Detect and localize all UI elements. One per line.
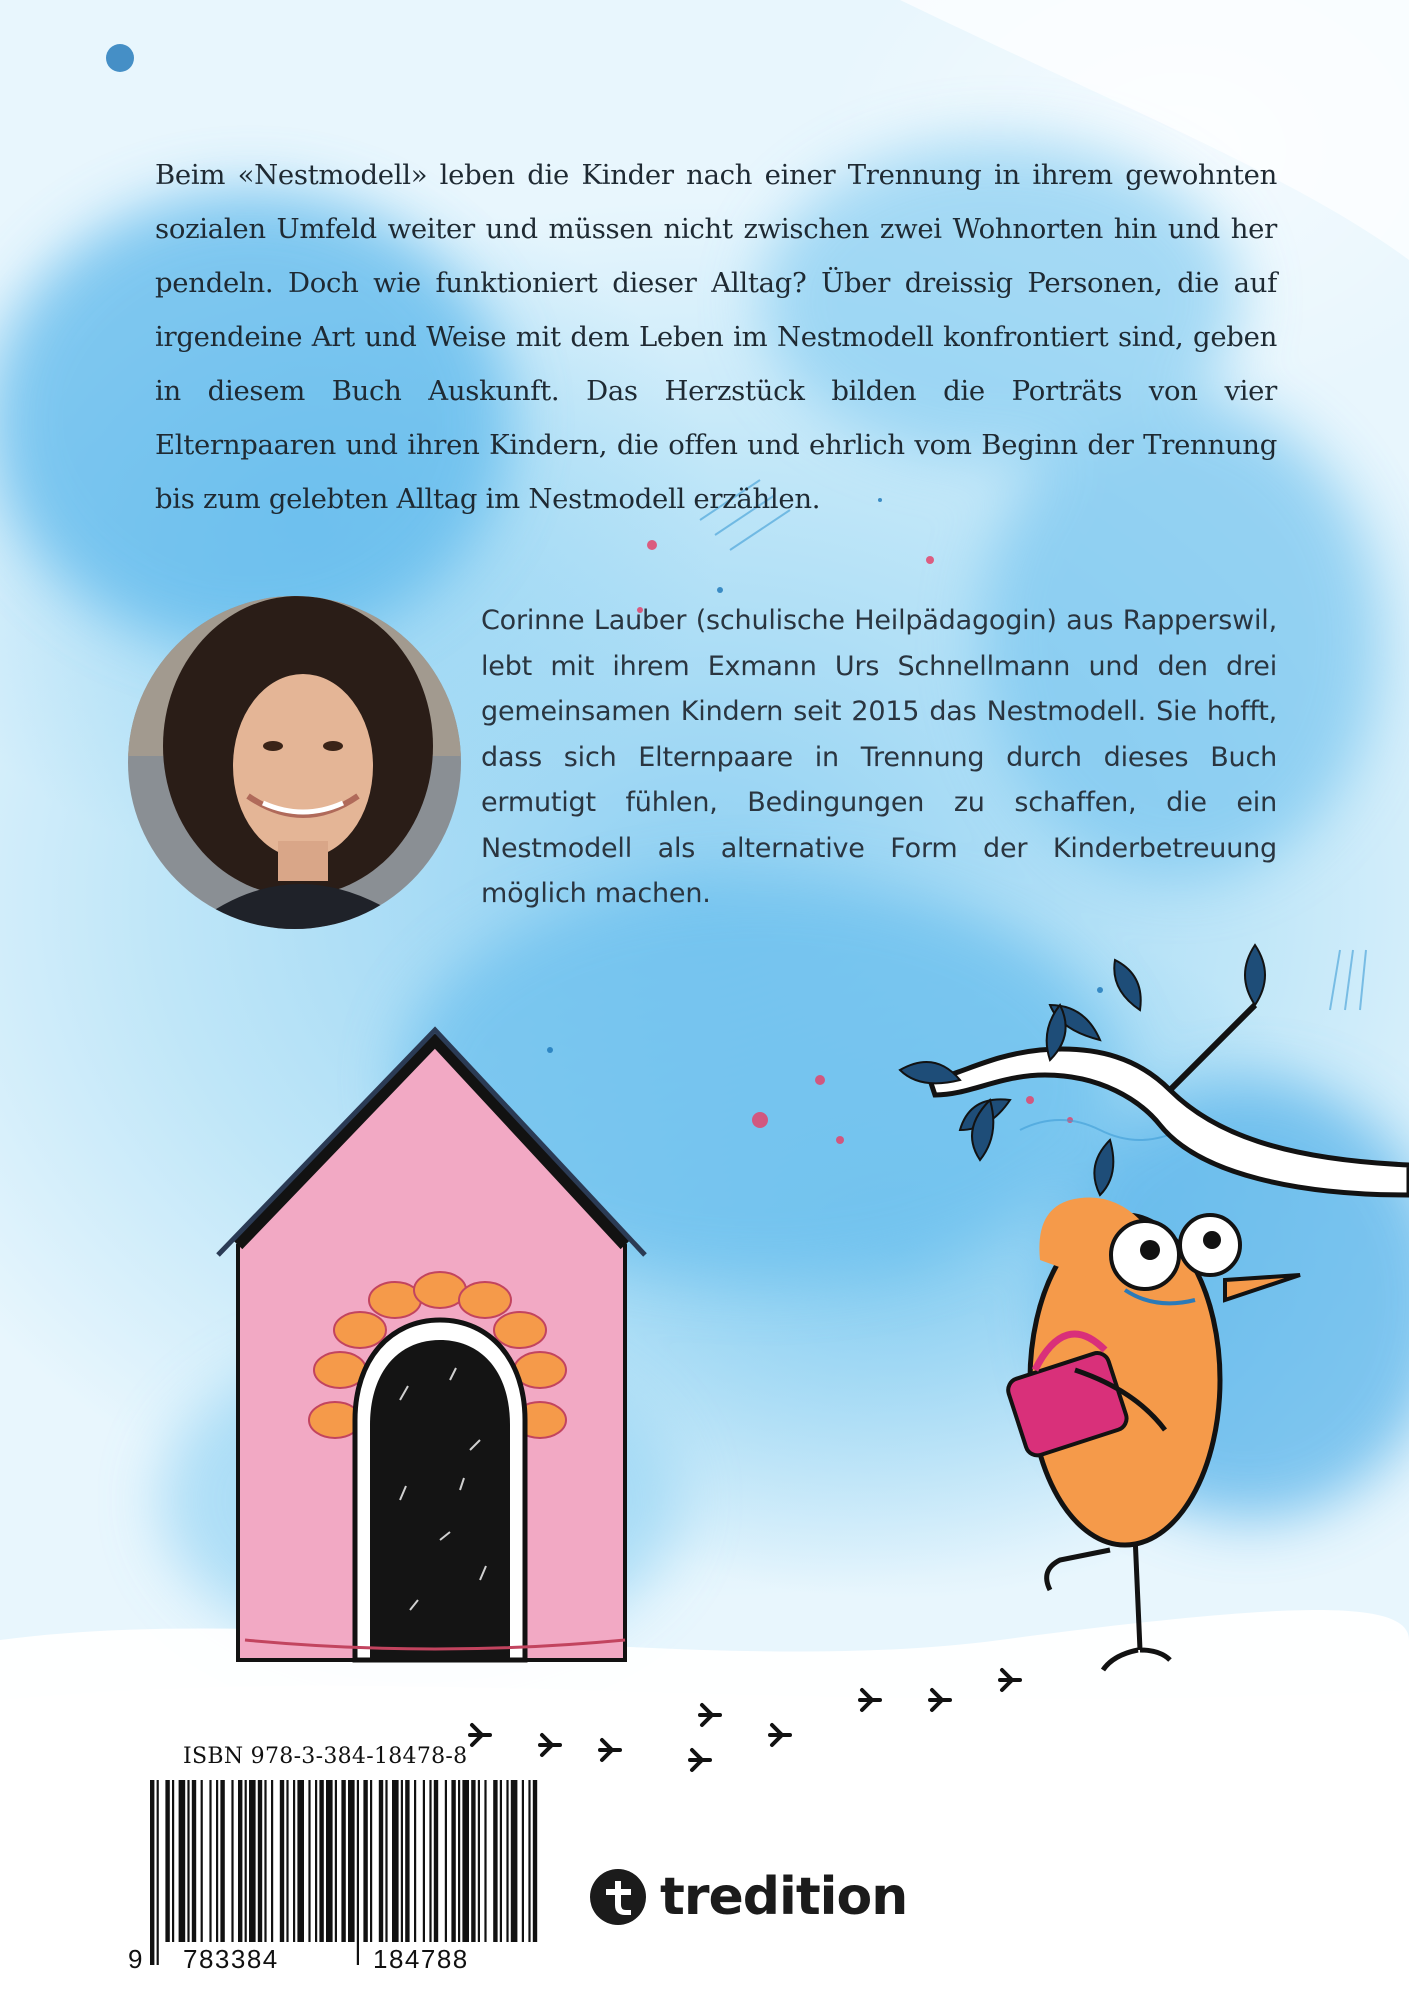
bird — [1005, 1198, 1300, 1671]
barcode-bar — [319, 1780, 323, 1942]
barcode-bar — [201, 1780, 203, 1942]
house — [218, 1030, 645, 1660]
barcode-bar — [308, 1780, 310, 1942]
footprints — [470, 1670, 1020, 1770]
isbn-label: ISBN 978-3-384-18478-8 — [183, 1744, 468, 1769]
barcode-bar — [335, 1780, 337, 1942]
barcode-bar — [231, 1780, 233, 1942]
barcode-bar — [357, 1780, 359, 1965]
barcode-bar — [238, 1780, 242, 1942]
barcode-bar — [297, 1780, 304, 1942]
barcode-bar — [511, 1780, 518, 1942]
barcode-bar — [150, 1780, 154, 1965]
barcode-bar — [216, 1780, 218, 1942]
barcode-bar — [423, 1780, 425, 1942]
barcode-bar — [471, 1780, 475, 1942]
barcode-bar — [258, 1780, 262, 1942]
barcode-bar — [478, 1780, 480, 1942]
publisher-mark — [590, 1862, 907, 1932]
barcode-bar — [348, 1780, 355, 1942]
barcode-bar — [414, 1780, 416, 1942]
barcode-bar — [280, 1780, 284, 1942]
barcode-bar — [392, 1780, 399, 1942]
barcode-bar — [187, 1780, 189, 1942]
barcode-bar — [458, 1780, 460, 1942]
barcode-digit-first: 9 — [128, 1944, 144, 1974]
barcode-bar — [370, 1780, 372, 1942]
tredition-logo-icon — [590, 1869, 646, 1925]
barcode-bar — [429, 1780, 431, 1942]
barcode-bar — [506, 1780, 508, 1942]
tree-branch — [900, 945, 1409, 1195]
barcode-bar — [451, 1780, 455, 1942]
barcode-bar — [286, 1780, 288, 1942]
barcode-bar — [249, 1780, 256, 1942]
barcode-bar — [293, 1780, 295, 1942]
barcode-bar — [379, 1780, 383, 1942]
barcode-bar — [462, 1780, 469, 1942]
barcode-bar — [401, 1780, 403, 1942]
isbn-barcode — [128, 1772, 548, 1982]
barcode-bar — [165, 1780, 169, 1942]
barcode-bar — [172, 1780, 174, 1942]
barcode-bar — [484, 1780, 486, 1942]
barcode-bar — [220, 1780, 224, 1942]
barcode-digits-left: 783384 — [183, 1944, 279, 1974]
barcode-bar — [434, 1780, 438, 1942]
barcode-bar — [405, 1780, 409, 1942]
barcode-bar — [179, 1780, 186, 1942]
barcode-bar — [493, 1780, 497, 1942]
author-bio: Corinne Lauber (schulische Heilpädagogin) aus Rapperswil, lebt mit ihrem Exmann Urs Schnellmann und den drei gemeinsamen Kindern seit 2015 das Nestmodell. Sie hofft, dass sich Elternpaare in Trennung durch dieses Buch ermutigt fühlen, Bedingungen zu schaffen, die ein Nestmodell als alternative Form der Kinderbetreuung möglich machen. — [481, 605, 1277, 909]
barcode-bar — [522, 1780, 524, 1942]
barcode-bar — [385, 1780, 387, 1942]
blurb-text: Beim «Nestmodell» leben die Kinder nach einer Trennung in ihrem gewohnten sozialen Umfeld weiter und müssen nicht zwischen zwei Wohnorten hin und her pendeln. Doch wie funktioniert dieser Alltag? Über dreissig Personen, die auf irgendeine Art und Weise mit dem Leben im Nestmodell konfrontiert sind, geben in diesem Buch Auskunft. Das Herzstück bilden die Porträts von vier Elternpaaren und ihren Kindern, die offen und ehrlich vom Beginn der Trennung bis zum gelebten Alltag im Nestmodell erzählen. — [155, 159, 1277, 515]
publisher-name: tredition — [660, 1867, 908, 1927]
barcode-digits-right: 184788 — [373, 1944, 469, 1974]
barcode-bar — [245, 1780, 247, 1942]
barcode-bar — [315, 1780, 317, 1942]
barcode-bar — [271, 1780, 273, 1942]
barcode-bar — [500, 1780, 502, 1942]
barcode-bar — [533, 1780, 537, 1942]
barcode-bar — [209, 1780, 211, 1942]
barcode-bar — [157, 1780, 159, 1965]
barcode-bar — [363, 1780, 367, 1942]
barcode-bar — [264, 1780, 266, 1942]
barcode-bar — [192, 1780, 196, 1942]
barcode-bar — [528, 1780, 530, 1942]
barcode-bar — [445, 1780, 447, 1942]
barcode-bar — [341, 1780, 345, 1942]
barcode-bar — [326, 1780, 333, 1942]
